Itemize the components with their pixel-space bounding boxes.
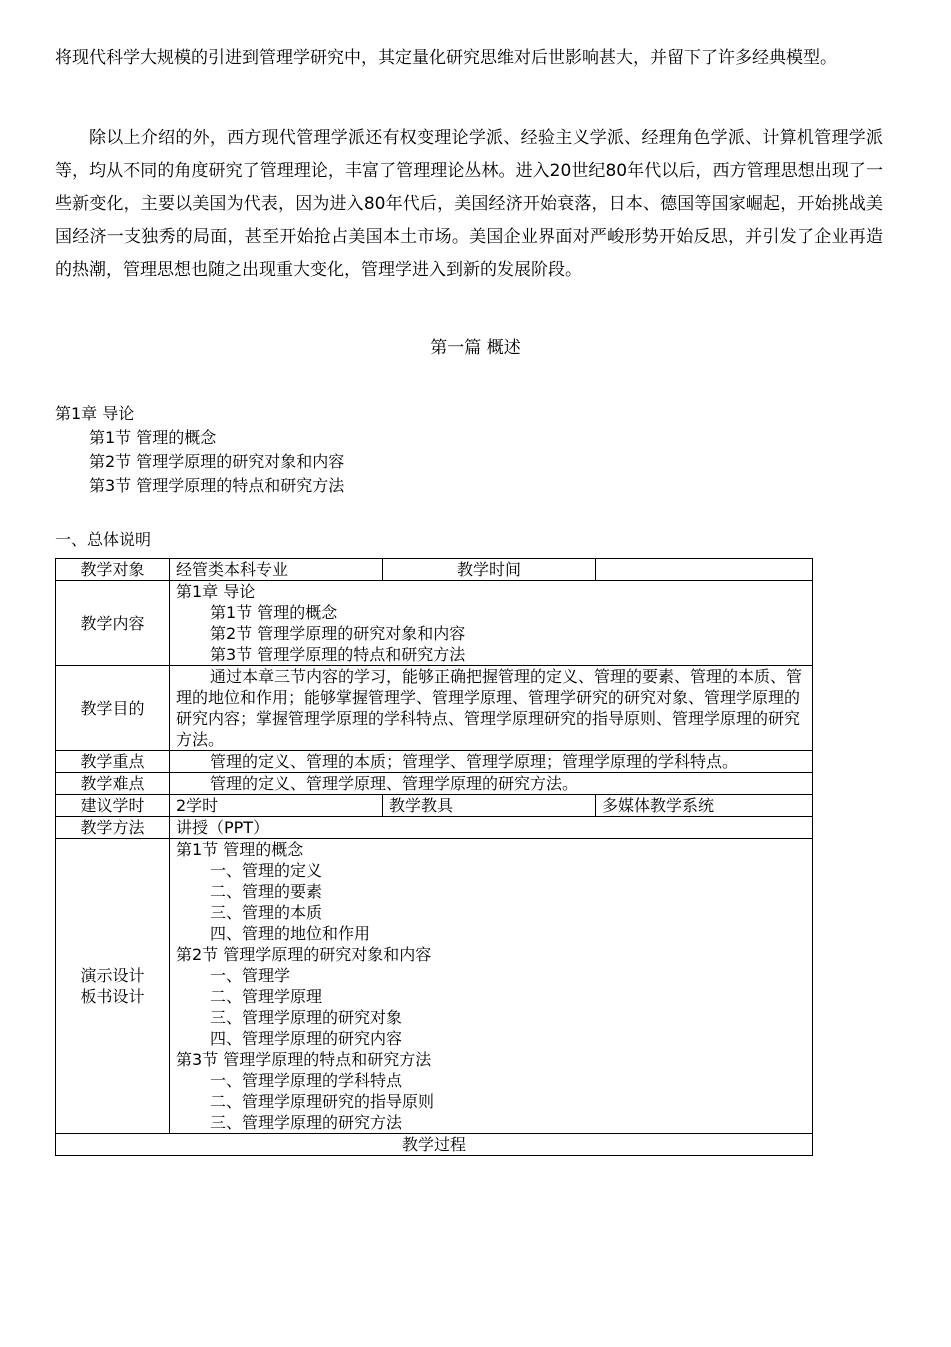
design-label xyxy=(56,839,170,1134)
design-cell xyxy=(170,839,813,1134)
lesson-plan-table xyxy=(55,558,813,1156)
content-cell xyxy=(170,581,813,666)
goal-text: 通过本章三节内容的学习，能够正确把握管理的定义、管理的要素、管理的本质、管理的地位和作用；能够掌握管理学、管理学原理、管理学研究的研究对象、管理学原理的研究内容；掌握管理学原理的学科特点、管理学原理研究的指导原则、管理学原理的研究方法。 xyxy=(170,666,813,751)
design-line: 三、管理的本质 xyxy=(210,903,323,922)
design-line: 三、管理学原理的研究对象 xyxy=(210,1008,403,1027)
design-line: 一、管理学 xyxy=(210,966,291,985)
design-line: 二、管理学原理 xyxy=(210,987,323,1006)
target-value: 经管类本科专业 xyxy=(170,559,383,581)
process-label: 教学过程 xyxy=(56,1134,813,1156)
hours-value: 2学时 xyxy=(170,795,383,817)
section-heading: 一、总体说明 xyxy=(55,530,152,549)
intro-paragraph-2: 除以上介绍的外，西方现代管理学派还有权变理论学派、经验主义学派、经理角色学派、计算机管理学派等，均从不同的角度研究了管理理论，丰富了管理理论丛林。进入20世纪80年代以后，西方管理思想出现了一些新变化，主要以美国为代表，因为进入80年代后，美国经济开始衰落，日本、德国等国家崛起，开始挑战美国经济一支独秀的局面，甚至开始抢占美国本土市场。美国企业界面对严峻形势开始反思，并引发了企业再造的热潮，管理思想也随之出现重大变化，管理学进入到新的发展阶段。 xyxy=(55,128,883,280)
content-line: 第1章 导论 xyxy=(176,582,256,601)
method-label: 教学方法 xyxy=(56,817,170,839)
toc-section: 第1节 管理的概念 xyxy=(89,428,217,447)
hours-label: 建议学时 xyxy=(56,795,170,817)
design-line: 第1节 管理的概念 xyxy=(176,840,304,859)
difficulty-label: 教学难点 xyxy=(56,773,170,795)
row-goal xyxy=(56,666,813,751)
toc-section: 第2节 管理学原理的研究对象和内容 xyxy=(89,452,345,471)
target-label: 教学对象 xyxy=(56,559,170,581)
focus-text: 管理的定义、管理的本质；管理学、管理学原理；管理学原理的学科特点。 xyxy=(170,751,813,773)
intro-paragraph-1: 将现代科学大规模的引进到管理学研究中，其定量化研究思维对后世影响甚大，并留下了许多经典模型。 xyxy=(55,48,837,68)
design-line: 四、管理的地位和作用 xyxy=(210,924,371,943)
toc-chapter: 第1章 导论 xyxy=(55,404,135,423)
design-label-line: 板书设计 xyxy=(80,987,145,1006)
goal-label: 教学目的 xyxy=(56,666,170,751)
row-content xyxy=(56,581,813,666)
design-line: 一、管理的定义 xyxy=(210,861,323,880)
tools-value: 多媒体教学系统 xyxy=(596,795,813,817)
design-line: 二、管理学原理研究的指导原则 xyxy=(210,1092,435,1111)
content-line: 第2节 管理学原理的研究对象和内容 xyxy=(210,624,466,643)
method-value: 讲授（PPT） xyxy=(170,817,813,839)
design-line: 第2节 管理学原理的研究对象和内容 xyxy=(176,945,432,964)
row-hours xyxy=(56,795,813,817)
difficulty-text: 管理的定义、管理学原理、管理学原理的研究方法。 xyxy=(170,773,813,795)
time-value xyxy=(596,559,813,581)
content-line: 第3节 管理学原理的特点和研究方法 xyxy=(210,645,466,664)
design-line: 第3节 管理学原理的特点和研究方法 xyxy=(176,1050,432,1069)
row-design xyxy=(56,839,813,1134)
toc-section: 第3节 管理学原理的特点和研究方法 xyxy=(89,476,345,495)
content-line: 第1节 管理的概念 xyxy=(210,603,338,622)
table-of-contents xyxy=(55,402,344,498)
design-line: 四、管理学原理的研究内容 xyxy=(210,1029,403,1048)
focus-label: 教学重点 xyxy=(56,751,170,773)
design-line: 一、管理学原理的学科特点 xyxy=(210,1071,403,1090)
row-process xyxy=(56,1134,813,1156)
row-target xyxy=(56,559,813,581)
content-label: 教学内容 xyxy=(56,581,170,666)
row-focus xyxy=(56,751,813,773)
design-label-line: 演示设计 xyxy=(80,966,145,985)
tools-label: 教学教具 xyxy=(383,795,596,817)
time-label: 教学时间 xyxy=(383,559,596,581)
design-line: 三、管理学原理的研究方法 xyxy=(210,1113,403,1132)
row-difficulty xyxy=(56,773,813,795)
part-title: 第一篇 概述 xyxy=(430,338,521,358)
design-line: 二、管理的要素 xyxy=(210,882,323,901)
row-method xyxy=(56,817,813,839)
